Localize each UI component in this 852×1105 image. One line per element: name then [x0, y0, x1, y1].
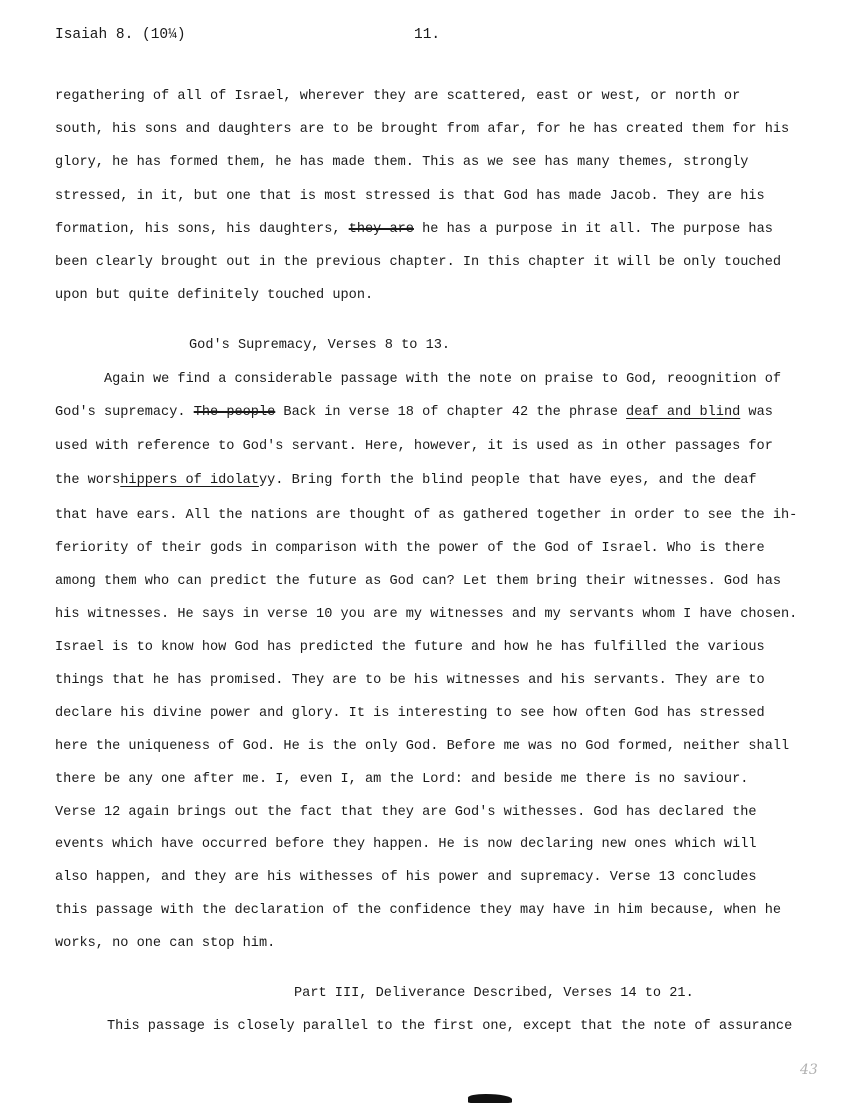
underlined-text: deaf and blind — [626, 405, 741, 420]
text-line: south, his sons and daughters are to be brought from afar, for he has created them for his — [55, 122, 790, 137]
text-line: his witnesses. He says in verse 10 you are my witnesses and my servants whom I have chosen. — [55, 607, 798, 622]
text-line: glory, he has formed them, he has made them. This as we see has many themes, strongly — [55, 155, 749, 170]
text-line: also happen, and they are his withesses of his power and supremacy. Verse 13 concludes — [55, 870, 757, 885]
text-line: there be any one after me. I, even I, am the Lord: and beside me there is no saviour. — [55, 772, 749, 787]
text-line: this passage with the declaration of the confidence they may have in him because, when he — [55, 903, 782, 918]
margin-annotation: 43 — [800, 1062, 818, 1078]
text-line: things that he has promised. They are to be his witnesses and his servants. They are to — [55, 673, 765, 688]
text-line — [55, 404, 773, 422]
scan-smudge — [468, 1094, 512, 1103]
struck-text: they are — [348, 222, 414, 237]
text-line: events which have occurred before they happen. He is now declaring new ones which will — [55, 837, 757, 852]
text-line: Again we find a considerable passage with the note on praise to God, reoognition of — [104, 372, 782, 387]
text-line: upon but quite definitely touched upon. — [55, 288, 374, 303]
text-line: regathering of all of Israel, wherever they are scattered, east or west, or north or — [55, 89, 741, 104]
page-number: 11. — [414, 27, 441, 43]
text-segment: yy. Bring forth the blind people that have eyes, and the deaf — [258, 473, 757, 488]
section-heading: God's Supremacy, Verses 8 to 13. — [189, 338, 451, 353]
text-line: been clearly brought out in the previous chapter. In this chapter it will be only touched — [55, 255, 782, 270]
section-heading: Part III, Deliverance Described, Verses 14 to 21. — [294, 986, 694, 1001]
text-line — [55, 221, 773, 239]
text-line: that have ears. All the nations are thought of as gathered together in order to see the ih- — [55, 508, 798, 523]
text-line: works, no one can stop him. — [55, 936, 276, 951]
text-line — [55, 472, 757, 490]
text-segment: the wors — [55, 473, 121, 488]
text-line: declare his divine power and glory. It is interesting to see how often God has stressed — [55, 706, 765, 721]
page-header-title: Isaiah 8. (10¼) — [55, 27, 186, 43]
text-segment: God's supremacy. — [55, 405, 194, 420]
text-line: among them who can predict the future as God can? Let them bring their witnesses. God has — [55, 574, 782, 589]
text-line: Verse 12 again brings out the fact that they are God's withesses. God has declared the — [55, 805, 757, 820]
text-segment: was — [740, 405, 773, 420]
text-line: used with reference to God's servant. Here, however, it is used as in other passages for — [55, 439, 773, 454]
text-line: This passage is closely parallel to the first one, except that the note of assurance — [107, 1019, 793, 1034]
text-segment: Back in verse 18 of chapter 42 the phrase — [275, 405, 627, 420]
text-line: Israel is to know how God has predicted the future and how he has fulfilled the various — [55, 640, 765, 655]
text-segment: he has a purpose in it all. The purpose has — [413, 222, 773, 237]
text-line: stressed, in it, but one that is most stressed is that God has made Jacob. They are his — [55, 189, 765, 204]
underlined-text: hippers of idolat — [120, 473, 259, 488]
text-segment: formation, his sons, his daughters, — [55, 222, 349, 237]
struck-text: The people — [193, 405, 276, 420]
text-line: feriority of their gods in comparison with the power of the God of Israel. Who is there — [55, 541, 765, 556]
text-line: here the uniqueness of God. He is the only God. Before me was no God formed, neither shall — [55, 739, 790, 754]
